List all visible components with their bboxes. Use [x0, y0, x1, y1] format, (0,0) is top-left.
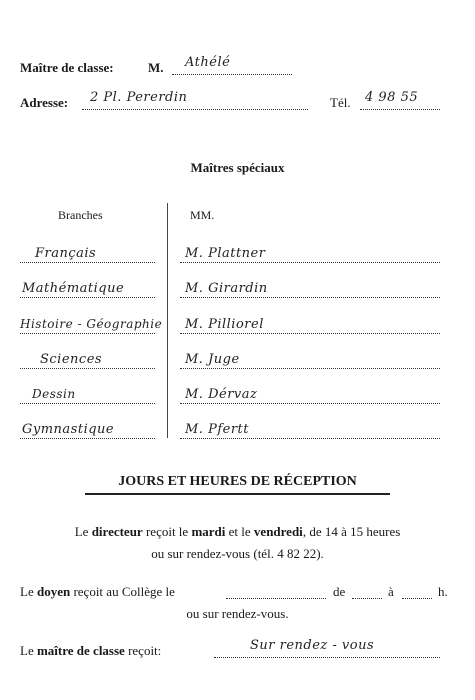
- director-line-2: ou sur rendez-vous (tél. 4 82 22).: [151, 546, 324, 561]
- doyen-de: de: [333, 584, 346, 599]
- maitre-text-2: maître de classe: [36, 643, 125, 658]
- doyen-to-line: [402, 598, 432, 599]
- teacher-line: [180, 438, 440, 439]
- maitre-value-line: [214, 657, 440, 658]
- phone-line: [360, 109, 440, 110]
- address-line: [82, 109, 308, 110]
- branch-line: [20, 297, 155, 298]
- teacher-line: [180, 368, 440, 369]
- maitre-text-1: Le: [20, 643, 37, 658]
- column-divider: [167, 203, 168, 438]
- branch-line: [20, 438, 155, 439]
- teacher-name: M. Juge: [185, 352, 240, 367]
- director-text-3: reçoit le: [142, 524, 192, 539]
- teacher-label: Maître de classe:: [20, 60, 114, 75]
- branch-name: Histoire - Géographie: [20, 317, 163, 331]
- teacher-line: [180, 403, 440, 404]
- teacher-name-line: [172, 74, 292, 75]
- teacher-name: M. Pilliorel: [185, 317, 264, 332]
- teacher-title: M.: [148, 60, 164, 75]
- doyen-text-1: Le: [20, 584, 37, 599]
- teacher-line: [180, 333, 440, 334]
- director-text-4: mardi: [191, 524, 226, 539]
- phone-value: 4 98 55: [365, 90, 419, 105]
- teacher-name: Athélé: [185, 55, 231, 70]
- teacher-name: M. Girardin: [185, 281, 268, 296]
- doyen-line-2: ou sur rendez-vous.: [186, 606, 289, 621]
- address-label: Adresse:: [20, 95, 69, 110]
- branch-name: Mathématique: [22, 281, 125, 296]
- reception-title-underline: [85, 493, 390, 495]
- teacher-name: M. Pfertt: [185, 422, 249, 437]
- doyen-line: [20, 584, 175, 600]
- director-text-6: vendredi: [253, 524, 303, 539]
- doyen-a: à: [388, 584, 394, 599]
- doyen-h: h.: [438, 584, 448, 599]
- branch-name: Sciences: [40, 352, 103, 367]
- teacher-line: [180, 262, 440, 263]
- branch-line: [20, 333, 155, 334]
- branch-name: Français: [35, 246, 97, 261]
- doyen-text-3: reçoit au Collège le: [70, 584, 175, 599]
- maitre-text-3: reçoit:: [124, 643, 162, 658]
- maitre-value: Sur rendez - vous: [250, 638, 375, 653]
- teacher-name: M. Dérvaz: [185, 387, 258, 402]
- teacher-name: M. Plattner: [185, 246, 266, 261]
- branch-name: Dessin: [32, 387, 76, 401]
- teacher-line: [180, 297, 440, 298]
- doyen-day-line: [226, 598, 326, 599]
- column-header-branches: Branches: [58, 208, 103, 222]
- branch-name: Gymnastique: [22, 422, 115, 437]
- doyen-text-2: doyen: [36, 584, 71, 599]
- director-text-7: , de 14 à 15 heures: [302, 524, 401, 539]
- reception-title: JOURS ET HEURES DE RÉCEPTION: [118, 474, 357, 489]
- special-teachers-title: Maîtres spéciaux: [190, 160, 285, 175]
- branch-line: [20, 368, 155, 369]
- director-text-1: Le: [74, 524, 92, 539]
- director-line: [0, 524, 475, 540]
- director-text-2: directeur: [91, 524, 143, 539]
- phone-label: Tél.: [330, 95, 351, 110]
- column-header-mm: MM.: [190, 208, 215, 222]
- doyen-from-line: [352, 598, 382, 599]
- branch-line: [20, 403, 155, 404]
- address-value: 2 Pl. Pererdin: [90, 90, 188, 105]
- maitre-line: [20, 643, 161, 659]
- branch-line: [20, 262, 155, 263]
- director-text-5: et le: [225, 524, 254, 539]
